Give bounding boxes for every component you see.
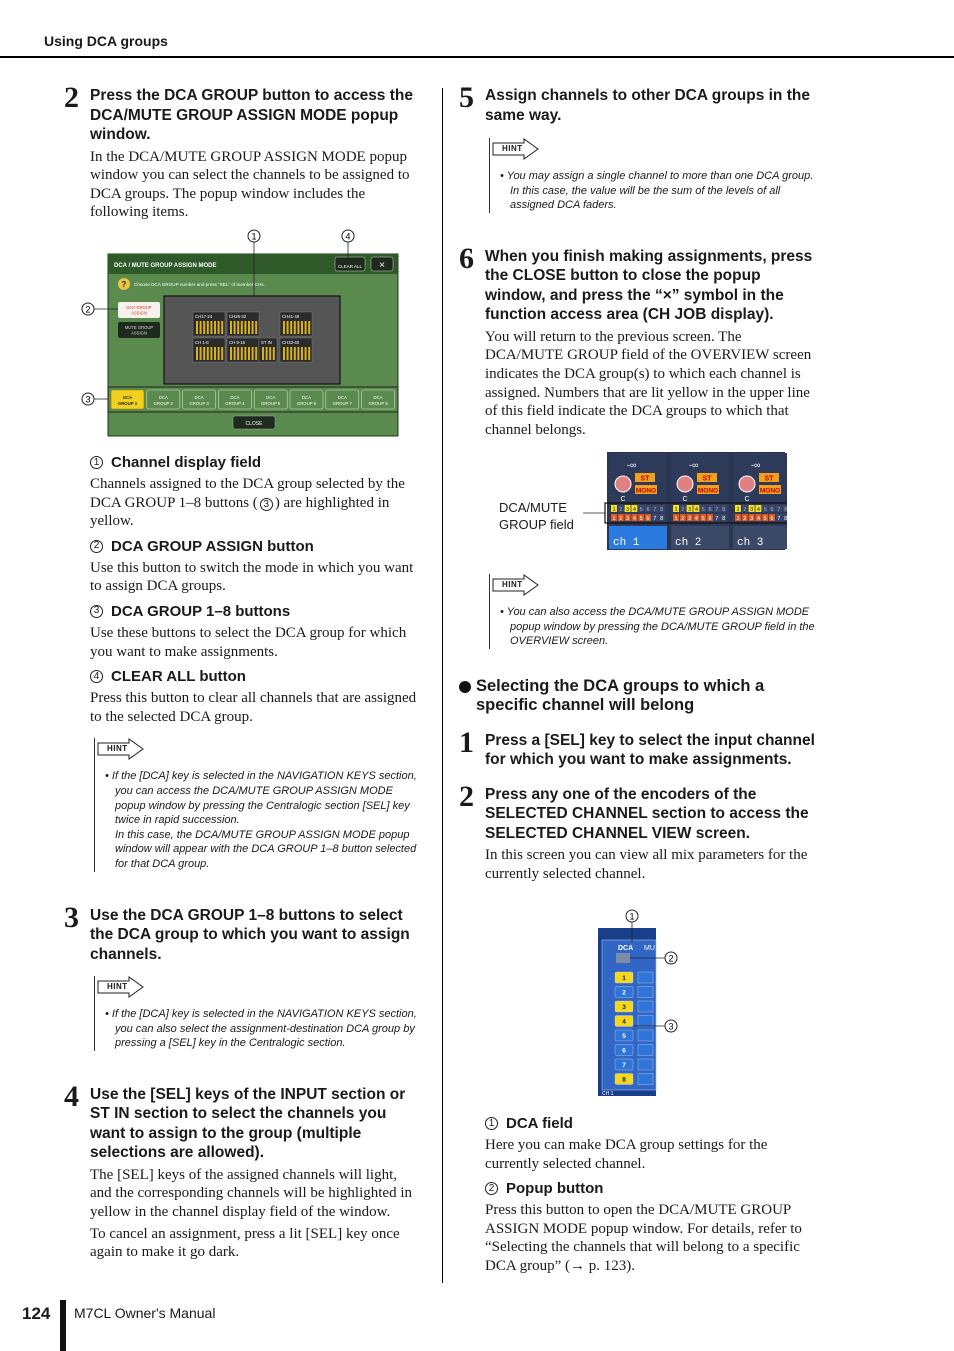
- svg-text:GROUP 8: GROUP 8: [368, 401, 388, 406]
- svg-text:MUTE GROUP: MUTE GROUP: [124, 325, 154, 330]
- svg-text:6: 6: [770, 507, 774, 513]
- step-5: [459, 81, 818, 125]
- svg-text:3: 3: [750, 507, 754, 513]
- item-title: CLEAR ALL button: [111, 668, 246, 686]
- svg-text:GROUP 3: GROUP 3: [189, 401, 209, 406]
- section-step-2: [459, 779, 818, 884]
- svg-text:3: 3: [85, 394, 91, 405]
- svg-text:7: 7: [715, 516, 719, 522]
- svg-text:8: 8: [784, 516, 787, 522]
- svg-text:2: 2: [743, 516, 747, 522]
- svg-text:GROUP 4: GROUP 4: [225, 401, 245, 406]
- hint-label: HINT: [492, 574, 540, 596]
- step-title: Press the DCA GROUP button to access the DCA/MUTE GROUP ASSIGN MODE popup window.: [90, 87, 413, 143]
- svg-text:8: 8: [722, 507, 726, 513]
- item-channel-display-field: [90, 453, 422, 531]
- dca-group-button: [183, 390, 216, 409]
- svg-text:DCA: DCA: [337, 395, 347, 400]
- dca-group-button: [218, 390, 251, 409]
- svg-text:6: 6: [646, 516, 650, 522]
- svg-text:5: 5: [639, 516, 643, 522]
- svg-text:3: 3: [668, 1021, 674, 1032]
- hint-box: [489, 574, 818, 649]
- svg-text:8: 8: [722, 516, 726, 522]
- svg-text:3: 3: [622, 1004, 626, 1011]
- step-title: Use the [SEL] keys of the INPUT section or ST IN section to select the channels you want to assign to the group (multiple selections are allowed).: [90, 1085, 406, 1162]
- svg-text:?: ?: [121, 280, 127, 289]
- svg-text:3: 3: [626, 516, 630, 522]
- item-title: DCA GROUP 1–8 buttons: [111, 602, 291, 620]
- svg-text:4: 4: [756, 507, 760, 513]
- svg-text:ASSIGN: ASSIGN: [131, 310, 147, 316]
- svg-text:1: 1: [629, 911, 635, 922]
- page-number: 124: [22, 1304, 51, 1323]
- number-badge: 4: [90, 670, 103, 683]
- item-title: DCA GROUP ASSIGN button: [111, 537, 314, 555]
- svg-text:7: 7: [653, 507, 657, 513]
- svg-text:8: 8: [784, 507, 787, 513]
- svg-text:ch 2: ch 2: [675, 537, 702, 549]
- dca-mute-group-field-label: DCA/MUTE GROUP field: [499, 500, 574, 532]
- channel-group: [280, 338, 312, 362]
- svg-text:2: 2: [619, 507, 623, 513]
- svg-text:-∞: -∞: [689, 460, 699, 470]
- svg-text:1: 1: [612, 507, 616, 513]
- svg-text:Choose DCA GROUP number and pr: Choose DCA GROUP number and press "SEL" of member CHs.: [134, 282, 265, 287]
- header-rule: [0, 56, 954, 58]
- svg-text:6: 6: [708, 516, 712, 522]
- svg-text:CH33-40: CH33-40: [282, 340, 300, 345]
- dca-group-button: [326, 390, 359, 409]
- item-title: DCA field: [506, 1115, 573, 1132]
- svg-text:8: 8: [660, 516, 664, 522]
- svg-text:6: 6: [708, 507, 712, 513]
- channel-group: [193, 338, 225, 362]
- bullet-icon: [459, 681, 471, 693]
- item-dca-field: [485, 1114, 818, 1173]
- svg-text:CLEAR ALL: CLEAR ALL: [337, 264, 363, 269]
- section-heading: Selecting the DCA groups to which a specific channel will belong: [481, 677, 818, 716]
- svg-text:5: 5: [763, 516, 767, 522]
- svg-text:C: C: [620, 496, 626, 503]
- column-divider: [442, 88, 443, 1283]
- step-2: [64, 81, 422, 222]
- overview-screenshot: [497, 451, 787, 552]
- number-badge: 3: [90, 605, 103, 618]
- svg-text:2: 2: [622, 989, 626, 997]
- svg-text:-∞: -∞: [751, 460, 761, 470]
- svg-text:1: 1: [736, 516, 740, 522]
- hint-label: HINT: [492, 138, 540, 160]
- svg-text:CH 1: CH 1: [602, 1091, 614, 1097]
- item-popup-button: [485, 1179, 818, 1275]
- step-title: Press a [SEL] key to select the input channel for which you want to make assignments.: [485, 731, 815, 769]
- selected-channel-view-figure: [594, 906, 684, 1098]
- svg-text:MU: MU: [644, 945, 655, 952]
- hint-text: • You can also access the DCA/MUTE GROUP ASSIGN MODE popup window by pressing the DCA/MUTE GROUP field in the OVERVIEW screen.: [500, 606, 815, 648]
- svg-text:GROUP 5: GROUP 5: [261, 401, 281, 406]
- svg-text:ASSIGN: ASSIGN: [131, 330, 147, 336]
- svg-text:DCA: DCA: [230, 395, 240, 400]
- dca-group-button: [362, 390, 395, 409]
- left-column: [64, 81, 422, 222]
- svg-text:3: 3: [688, 516, 692, 522]
- svg-text:1: 1: [251, 231, 257, 242]
- hint-label: HINT: [97, 738, 145, 760]
- svg-text:4: 4: [622, 1018, 626, 1026]
- right-column-items: [485, 1114, 818, 1276]
- channel-group: [259, 338, 277, 362]
- step-number: 6: [459, 241, 474, 275]
- svg-text:7: 7: [777, 516, 781, 522]
- svg-text:7: 7: [653, 516, 657, 522]
- svg-text:7: 7: [622, 1062, 626, 1069]
- svg-text:ch 1: ch 1: [613, 537, 640, 549]
- svg-text:C: C: [744, 496, 750, 503]
- svg-text:CH 1-8: CH 1-8: [195, 340, 209, 345]
- svg-text:DCA / MUTE GROUP ASSIGN MODE: DCA / MUTE GROUP ASSIGN MODE: [114, 263, 217, 269]
- svg-text:7: 7: [715, 507, 719, 513]
- svg-text:2: 2: [619, 516, 623, 522]
- running-head: Using DCA groups: [44, 33, 168, 49]
- item-title: Channel display field: [111, 454, 262, 471]
- channel-strip: [609, 453, 667, 549]
- channel-group: [227, 338, 259, 362]
- step-body: In this screen you can view all mix parameters for the currently selected channel.: [485, 847, 808, 882]
- svg-text:CH41-48: CH41-48: [282, 314, 300, 319]
- number-badge: 2: [485, 1182, 498, 1195]
- step-body: In the DCA/MUTE GROUP ASSIGN MODE popup window you can select the channels to be assigned to DCA groups. The popup window includes the following items.: [90, 148, 410, 221]
- dca-group-button: [111, 390, 144, 409]
- number-badge: 1: [90, 456, 103, 469]
- svg-text:2: 2: [681, 516, 685, 522]
- svg-text:4: 4: [632, 516, 636, 522]
- item-body: Channels assigned to the DCA group selected by the DCA GROUP 1–8 buttons ( 3 ) are highlighted in yellow.: [90, 476, 405, 530]
- item-title: Popup button: [506, 1180, 604, 1198]
- dca-group-button: [147, 390, 180, 409]
- step-body: To cancel an assignment, press a lit [SEL] key once again to make it go dark.: [90, 1225, 400, 1261]
- svg-text:2: 2: [668, 953, 674, 964]
- svg-text:6: 6: [770, 516, 774, 522]
- dca-group-button: [254, 390, 287, 409]
- hint-box: [94, 738, 422, 871]
- channel-strip: [733, 453, 787, 549]
- svg-text:2: 2: [85, 304, 91, 315]
- channel-group: [280, 312, 312, 336]
- dca-group-button: [290, 390, 323, 409]
- svg-text:6: 6: [646, 507, 650, 513]
- svg-text:-∞: -∞: [627, 460, 637, 470]
- step-title: Assign channels to other DCA groups in the same way.: [485, 87, 810, 124]
- dca-field-screenshot: [594, 906, 684, 1098]
- item-body: Use this button to switch the mode in which you want to assign DCA groups.: [90, 559, 414, 595]
- svg-text:2: 2: [743, 507, 747, 513]
- svg-text:3: 3: [626, 507, 630, 513]
- svg-text:8: 8: [660, 507, 664, 513]
- svg-text:4: 4: [694, 507, 698, 513]
- hint-text: • If the [DCA] key is selected in the NAVIGATION KEYS section, you can also select the assignment-destination DCA group by pressing a [SEL] key in the Centralogic section.: [105, 1008, 417, 1050]
- svg-text:GROUP 6: GROUP 6: [296, 401, 317, 406]
- svg-text:4: 4: [345, 231, 351, 242]
- svg-text:ST: ST: [702, 475, 712, 483]
- svg-text:MONO: MONO: [759, 487, 781, 495]
- overview-screen-figure: [497, 451, 787, 552]
- step-number: 1: [459, 725, 474, 759]
- channel-group: [193, 312, 225, 336]
- svg-text:ST IN: ST IN: [261, 340, 272, 345]
- step-number: 4: [64, 1079, 79, 1113]
- svg-text:DCA: DCA: [618, 945, 634, 952]
- svg-text:7: 7: [777, 507, 781, 513]
- section-step-1: [459, 725, 818, 770]
- hint-label: HINT: [97, 976, 145, 998]
- svg-text:8: 8: [622, 1076, 626, 1084]
- right-column: [459, 81, 818, 439]
- hint-box: [94, 976, 422, 1051]
- item-dca-group-assign-button: [90, 537, 422, 596]
- item-body: Use these buttons to select the DCA group for which you want to make assignments.: [90, 624, 407, 660]
- item-body: Here you can make DCA group settings for the currently selected channel.: [485, 1137, 768, 1172]
- step-number: 3: [64, 900, 79, 934]
- step-number: 5: [459, 81, 474, 114]
- svg-text:4: 4: [632, 507, 636, 513]
- step-title: When you finish making assignments, press the CLOSE button to close the popup window, and press the “×” symbol in the function access area (CH JOB display).: [485, 247, 813, 324]
- number-badge: 1: [485, 1117, 498, 1130]
- item-clear-all-button: [90, 667, 422, 726]
- svg-text:3: 3: [750, 516, 754, 522]
- svg-text:5: 5: [639, 507, 643, 513]
- svg-text:DCA: DCA: [158, 395, 168, 400]
- svg-text:DCA: DCA: [122, 395, 133, 400]
- svg-text:3: 3: [688, 507, 692, 513]
- footer-bar: [60, 1300, 66, 1351]
- svg-text:GROUP 7: GROUP 7: [332, 401, 352, 406]
- svg-text:1: 1: [674, 516, 678, 522]
- item-dca-group-buttons: [90, 602, 422, 661]
- svg-text:5: 5: [701, 507, 705, 513]
- svg-text:DCA: DCA: [266, 395, 276, 400]
- hint-text-continued: In this case, the DCA/MUTE GROUP ASSIGN MODE popup window will appear with the DCA GROUP 1–8 button selected for that DCA group.: [115, 828, 417, 870]
- step-title: Press any one of the encoders of the SELECTED CHANNEL section to access the SELECTED CHANNEL VIEW screen.: [485, 785, 809, 842]
- step-3: [64, 900, 422, 965]
- svg-text:4: 4: [694, 516, 698, 522]
- svg-text:4: 4: [756, 516, 760, 522]
- popup-screenshot: [80, 226, 420, 438]
- svg-text:2: 2: [681, 507, 685, 513]
- step-body: The [SEL] keys of the assigned channels will light, and the corresponding channels will be highlighted in yellow in the channel display field of the window.: [90, 1166, 413, 1220]
- svg-text:DCA: DCA: [373, 395, 383, 400]
- svg-text:×: ×: [379, 260, 385, 271]
- svg-text:ST: ST: [764, 475, 774, 483]
- svg-text:GROUP 1: GROUP 1: [117, 401, 138, 406]
- svg-text:CH 9-16: CH 9-16: [229, 340, 246, 345]
- item-body: Press this button to clear all channels that are assigned to the selected DCA group.: [90, 690, 417, 725]
- step-title: Use the DCA GROUP 1–8 buttons to select the DCA group to which you want to assign channels.: [90, 906, 410, 963]
- svg-text:ST: ST: [640, 475, 650, 483]
- channel-group: [227, 312, 259, 336]
- svg-text:5: 5: [622, 1033, 626, 1040]
- number-badge: 2: [90, 540, 103, 553]
- svg-text:CH17-24: CH17-24: [195, 314, 213, 319]
- step-number: 2: [64, 81, 79, 114]
- svg-text:DCA GROUP: DCA GROUP: [126, 305, 152, 310]
- hint-text: • You may assign a single channel to more than one DCA group. In this case, the value will be the sum of the levels of all assigned DCA faders.: [500, 170, 814, 212]
- item-body: Press this button to open the DCA/MUTE GROUP ASSIGN MODE popup window. For details, refer to “Selecting the channels that will belong to a specific DCA group” (→ p. 123).: [485, 1202, 802, 1274]
- svg-text:C: C: [682, 496, 688, 503]
- step-4: [64, 1079, 422, 1262]
- svg-text:5: 5: [763, 507, 767, 513]
- svg-text:1: 1: [674, 507, 678, 513]
- svg-text:CH25-32: CH25-32: [229, 314, 247, 319]
- svg-text:MONO: MONO: [697, 487, 719, 495]
- hint-text: • If the [DCA] key is selected in the NAVIGATION KEYS section, you can access the DCA/MUTE GROUP ASSIGN MODE popup window by pressing the Centralogic section [SEL] key twice in rapid succession.: [105, 770, 417, 827]
- right-column-lower: [459, 574, 818, 883]
- step-number: 2: [459, 779, 474, 813]
- svg-text:CLOSE: CLOSE: [245, 421, 263, 427]
- dca-mute-popup-figure: [80, 226, 420, 438]
- svg-text:1: 1: [612, 516, 616, 522]
- svg-text:5: 5: [701, 516, 705, 522]
- manual-title: M7CL Owner's Manual: [74, 1305, 216, 1321]
- hint-box: [489, 138, 818, 213]
- svg-text:ch 3: ch 3: [737, 537, 764, 549]
- left-column-items: [64, 453, 422, 1262]
- svg-text:DCA: DCA: [194, 395, 204, 400]
- svg-text:6: 6: [622, 1047, 626, 1055]
- svg-text:1: 1: [622, 975, 626, 982]
- channel-strip: [671, 453, 729, 549]
- svg-text:DCA: DCA: [301, 395, 312, 400]
- svg-text:MONO: MONO: [635, 487, 657, 495]
- svg-text:GROUP 2: GROUP 2: [153, 401, 173, 406]
- svg-text:1: 1: [736, 507, 740, 513]
- step-body: You will return to the previous screen. The DCA/MUTE GROUP field of the OVERVIEW screen indicates the DCA group(s) to which each channel is assigned. Numbers that are lit yellow in the upper line of this field indicate the DCA groups to which that channel belongs.: [485, 328, 812, 438]
- step-6: [459, 241, 818, 440]
